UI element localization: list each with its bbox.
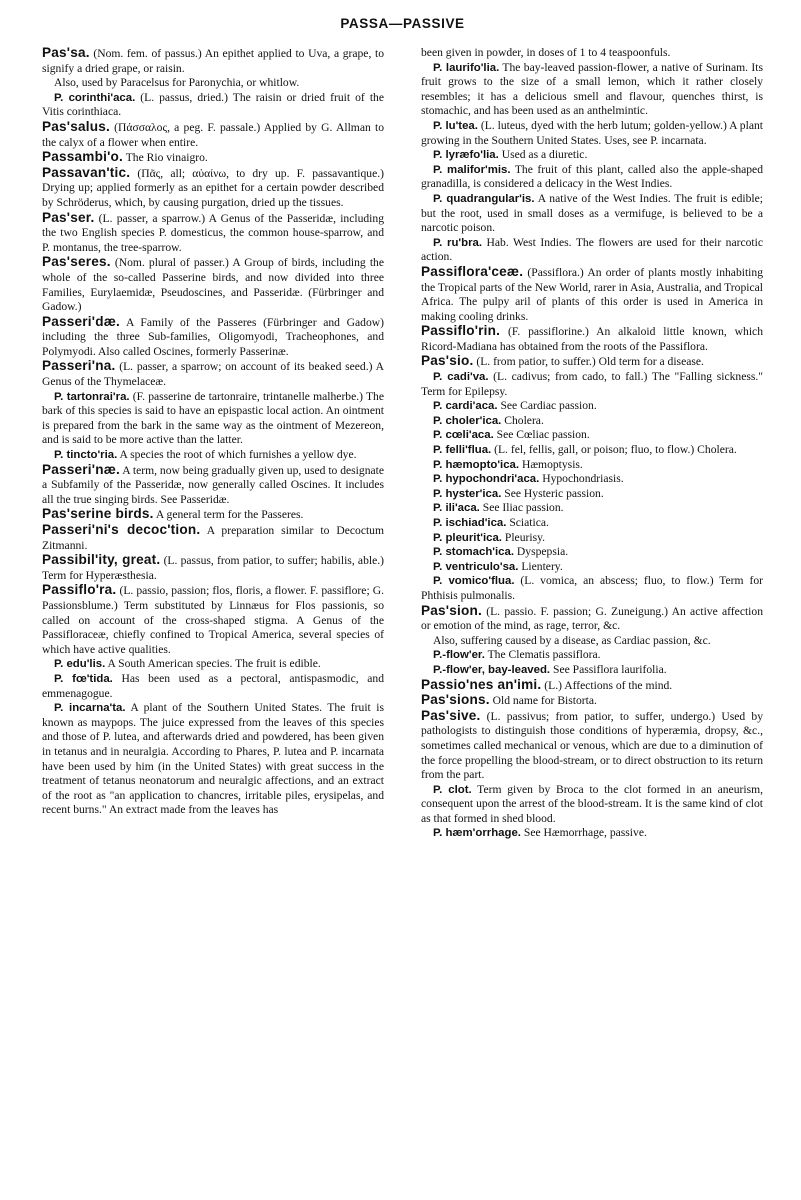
entry-definition: (L. passer, a sparrow.) A Genus of the Passeridæ, including the two English species P. domesticus, the common house-sparrow, and P. montanus, the tree-sparrow. [42, 211, 384, 254]
entry-headword: Passeri'dæ. [42, 313, 120, 329]
entry-definition: (L.) Affections of the mind. [541, 678, 673, 692]
entry-subheadword: P. felli'flua. [433, 444, 492, 457]
dictionary-entry [421, 458, 763, 473]
dictionary-entry [421, 148, 763, 163]
entry-subheadword: P. ischiad'ica. [433, 517, 507, 529]
entry-definition: A South American species. The fruit is edible. [105, 657, 321, 671]
entry-subheadword: P. laurifo'lia. [433, 61, 500, 74]
entry-headword: Passeri'ni's decoc'tion. [42, 522, 201, 537]
entry-headword: Pas'seres. [42, 254, 111, 270]
dictionary-entry [42, 166, 384, 211]
dictionary-entry [421, 324, 763, 354]
entry-definition: (L. passer, a sparrow; on account of its beaked seed.) A Genus of the Thymelaceæ. [42, 360, 384, 389]
entry-headword: Pas'sions. [421, 692, 490, 708]
entry-subheadword: P. ventriculo'sa. [433, 560, 519, 573]
entry-definition: (L. passio, passion; flos, floris, a flower. F. passiflore; G. Passionsblume.) Term substituted by Linnæus for Flos passionis, so called on account of the cross-shaped stigma. A Genus of the Passifloraceæ, chiefly confined to Tropical America, several species of which have active qualities. [42, 584, 384, 656]
dictionary-entry [421, 604, 763, 634]
entry-definition: (Nom. plural of passer.) A Group of birds, including the whole of the so-called Passerine birds, and now divided into three Families, Eurylaemidæ, Pseudoscines, and Passeridæ. (Fürbringer and Gadow.) [42, 256, 384, 314]
entry-definition: been given in powder, in doses of 1 to 4 teaspoonfuls. [421, 46, 671, 59]
entry-definition: Used as a diuretic. [498, 148, 588, 162]
dictionary-entry [421, 370, 763, 399]
entry-subheadword: P. tartonrai'ra. [54, 390, 130, 403]
entry-subheadword: P. hæmopto'ica. [433, 458, 520, 471]
dictionary-entry [421, 709, 763, 783]
entry-subheadword: P. corinthi'aca. [54, 91, 136, 104]
entry-definition: Term given by Broca to the clot formed in an aneurism, consequent upon the arrest of the blood-stream. It is the same kind of clot as that formed in shed blood. [421, 782, 764, 825]
entry-headword: Pas'sa. [42, 45, 90, 60]
dictionary-entry [42, 463, 384, 508]
entry-subheadword: P. clot. [433, 783, 472, 796]
left-column [42, 46, 384, 841]
entry-subheadword: P. pleurit'ica. [433, 531, 502, 544]
entry-definition: (L. from patior, to suffer.) Old term for a disease. [473, 355, 704, 369]
entry-definition: See Hæmorrhage, passive. [520, 826, 647, 840]
entry-definition: Pleurisy. [501, 530, 546, 544]
dictionary-entry [421, 531, 763, 546]
entry-definition: (L. passus, dried.) The raisin or dried fruit of the Vitis corinthiaca. [42, 90, 384, 119]
dictionary-entry [42, 701, 384, 818]
entry-headword: Passiflo'rin. [421, 323, 501, 339]
dictionary-entry [421, 236, 763, 265]
dictionary-entry [421, 265, 763, 324]
entry-definition: See Hysteric passion. [501, 486, 604, 500]
entry-subheadword: P. vomico'flua. [433, 575, 515, 588]
dictionary-entry [42, 120, 384, 150]
entry-definition: Hæmoptysis. [519, 457, 583, 471]
dictionary-entry [42, 583, 384, 657]
entry-definition: (F. passiflorine.) An alkaloid little known, which Ricord-Madiana has obtained from the roots of the Passiflora. [421, 325, 763, 353]
running-head: PASSA—PASSIVE [340, 16, 465, 31]
dictionary-entry [421, 648, 763, 663]
entry-subheadword: P. incarna'ta. [54, 702, 126, 715]
dictionary-entry [421, 61, 763, 119]
entry-definition: Cholera. [501, 413, 544, 427]
entry-definition: (L. luteus, dyed with the herb lutum; golden-yellow.) A plant growing in the Southern United States. Uses, see P. incarnata. [421, 118, 763, 147]
entry-subheadword: P. hypochondri'aca. [433, 473, 540, 486]
entry-headword: Pas'serine birds. [42, 506, 154, 522]
dictionary-entry [421, 678, 763, 694]
dictionary-entry [42, 657, 384, 672]
entry-subheadword: P.-flow'er. [433, 649, 485, 662]
entry-definition: The bay-leaved passion-flower, a native of Surinam. Its fruit grows to the size of a small lemon, which it rather closely resembles; it has a delicious smell and flavour, quenches thirst, is stomachic, and has been used as an anthelmintic. [421, 60, 763, 118]
entry-definition: (L. passus, from patior, to suffer; habilis, able.) Term for Hyperæsthesia. [42, 554, 384, 582]
entry-definition: (L. fel, fellis, gall, or poison; fluo, to flow.) Cholera. [491, 443, 737, 457]
entry-definition: See Cœliac passion. [493, 428, 590, 442]
entry-subheadword: P. lyræfo'lia. [433, 149, 499, 162]
entry-definition: Old name for Bistorta. [489, 694, 597, 708]
entry-headword: Passiflora'ceæ. [421, 263, 524, 279]
dictionary-entry [42, 255, 384, 314]
dictionary-entry [421, 693, 763, 709]
entry-subheadword: P. malifor'mis. [433, 163, 511, 176]
dictionary-entry [42, 553, 384, 583]
dictionary-entry [421, 443, 763, 458]
entry-subheadword: P. cœli'aca. [433, 429, 494, 442]
entry-definition: (L. passio. F. passion; G. Zuneigung.) An active affection or emotion of the mind, as rage, terror, &c. [421, 604, 763, 633]
entry-headword: Passibil'ity, great. [42, 552, 161, 568]
entry-headword: Pas'sive. [421, 707, 481, 723]
entry-definition: A general term for the Passeres. [153, 508, 304, 522]
dictionary-entry [421, 560, 763, 575]
entry-definition: (L. cadivus; from cado, to fall.) The "Falling sickness." Term for Epilepsy. [421, 370, 763, 398]
entry-definition: (L. passivus; from patior, to suffer, undergo.) Used by pathologists to distinguish those conditions of hyperæmia, dropsy, &c., sometimes called mechanical or venous, which are due to a diminution of the force propelling the blood-stream, or to direct obstruction to its return from the part. [421, 709, 763, 782]
entry-definition: A preparation similar to Decoctum Zitmanni. [42, 524, 384, 552]
entry-subheadword: P. choler'ica. [433, 414, 502, 427]
entry-subheadword: P. hæm'orrhage. [433, 827, 521, 840]
entry-definition: A plant of the Southern United States. The fruit is known as maypops. The juice expressed from the leaves of this species and those of P. lutea, and afterwards dried and powdered, has been given in tetanus and in neuralgia. According to Phares, P. lutea and P. incarnata have been used by him (in the United States) with great success in the treatment of tetanus neonatorum and neuralgic affections, and an extract of the root as "an application to chancres, irritable piles, erysipelas, and recent burns." An extract made from the leaves has [42, 701, 384, 817]
entry-subheadword: P. quadrangular'is. [433, 192, 535, 205]
dictionary-entry [421, 472, 763, 487]
entry-subheadword: P. lu'tea. [433, 119, 478, 132]
entry-definition: See Cardiac passion. [497, 399, 597, 413]
dictionary-entry [421, 783, 763, 827]
entry-subheadword: P. stomach'ica. [433, 546, 515, 559]
entry-headword: Passio'nes an'imi. [421, 676, 542, 692]
entry-definition: A native of the West Indies. The fruit is edible; but the root, used in small doses as a vermifuge, is believed to be a narcotic poison. [421, 191, 763, 235]
entry-definition: See Iliac passion. [479, 501, 564, 515]
dictionary-entry [42, 211, 384, 256]
dictionary-entry [421, 487, 763, 502]
entry-definition: A species the root of which furnishes a yellow dye. [117, 448, 357, 462]
entry-headword: Passambi'o. [42, 149, 123, 165]
entry-definition: (Nom. fem. of passus.) An epithet applied to Uva, a grape, to signify a dried grape, or raisin. [42, 47, 384, 75]
entry-definition: (Πᾶς, all; αὐαίνω, to dry up. F. passavantique.) Drying up; applied formerly as an epithet for a certain powder described by Schröderus, which, by causing purgation, dried up the tissues. [42, 166, 384, 209]
entry-subheadword: P. ili'aca. [433, 502, 480, 515]
dictionary-entry [42, 523, 384, 553]
dictionary-entry [42, 91, 384, 120]
entry-subheadword: P. fœ'tida. [54, 672, 113, 685]
dictionary-entry [421, 163, 763, 192]
entry-headword: Passeri'næ. [42, 461, 120, 477]
entry-definition: Sciatica. [506, 516, 549, 529]
dictionary-entry [421, 119, 763, 148]
entry-headword: Passavan'tic. [42, 164, 131, 180]
dictionary-entry [421, 414, 763, 429]
entry-definition: Also, suffering caused by a disease, as Cardiac passion, &c. [433, 633, 711, 647]
entry-definition: (Πάσσαλος, a peg. F. passale.) Applied by G. Allman to the calyx of a flower when entire. [42, 120, 384, 149]
dictionary-entry [42, 507, 384, 523]
dictionary-entry [42, 672, 384, 701]
right-column [421, 46, 763, 841]
dictionary-entry [421, 46, 763, 61]
entry-definition: (L. vomica, an abscess; fluo, to flow.) Term for Phthisis pulmonalis. [421, 574, 763, 602]
entry-definition: See Passiflora laurifolia. [550, 662, 667, 676]
dictionary-entry [421, 192, 763, 236]
dictionary-entry [421, 354, 763, 370]
entry-headword: Passiflo'ra. [42, 582, 117, 598]
dictionary-entry [421, 399, 763, 414]
dictionary-entry [421, 428, 763, 443]
dictionary-entry [42, 315, 384, 360]
entry-subheadword: P. edu'lis. [54, 658, 106, 671]
entry-definition: The Clematis passiflora. [484, 648, 601, 662]
entry-definition: (Passiflora.) An order of plants mostly inhabiting the Tropical parts of the New World, rarer in Asia, Australia, and Tropical Africa. The pulpy aril of plants of this order is used in America in making cooling drinks. [421, 265, 763, 323]
dictionary-entry [421, 574, 763, 603]
entry-definition: Hypochondriasis. [539, 472, 624, 486]
dictionary-entry [42, 448, 384, 463]
dictionary-entry [42, 76, 384, 91]
entry-definition: Has been used as a pectoral, antispasmodic, and emmenagogue. [42, 671, 384, 700]
entry-headword: Pas'sion. [421, 602, 482, 618]
entry-subheadword: P. ru'bra. [433, 236, 483, 249]
entry-headword: Passeri'na. [42, 358, 116, 374]
entry-definition: Lientery. [518, 559, 563, 573]
dictionary-entry [421, 663, 763, 678]
entry-definition: Also, used by Paracelsus for Paronychia, or whitlow. [54, 76, 300, 90]
entry-definition: A term, now being gradually given up, used to designate a Subfamily of the Passeridæ, now generally called Oscines. It includes all the true singing birds. See Passeridæ. [42, 463, 385, 506]
dictionary-entry [421, 634, 763, 649]
entry-subheadword: P. tincto'ria. [54, 449, 118, 462]
dictionary-entry [42, 359, 384, 389]
entry-headword: Pas'salus. [42, 118, 110, 134]
dictionary-entry [421, 545, 763, 560]
entry-definition: The Rio vinaigro. [123, 151, 208, 165]
entry-definition: (F. passerine de tartonraire, trintanelle malherbe.) The bark of this species is said to have an epispastic local action. An ointment is prepared from the bark in the same way as the ointment of Mezereon, and is said to be more active than the latter. [42, 389, 384, 447]
dictionary-entry [42, 46, 384, 76]
columns [42, 46, 763, 841]
entry-definition: Hab. West Indies. The flowers are used for their narcotic action. [421, 235, 763, 264]
dictionary-entry [421, 516, 763, 531]
entry-subheadword: P. cadi'va. [433, 371, 489, 384]
entry-definition: Dyspepsia. [514, 545, 569, 559]
dictionary-entry [42, 150, 384, 166]
entry-subheadword: P. cardi'aca. [433, 400, 498, 413]
dictionary-entry [421, 501, 763, 516]
dictionary-entry [421, 826, 763, 841]
entry-headword: Pas'ser. [42, 209, 95, 225]
entry-subheadword: P.-flow'er, bay-leaved. [433, 663, 551, 676]
entry-definition: The fruit of this plant, called also the apple-shaped granadilla, is considered a delicacy in the West Indies. [421, 162, 764, 191]
dictionary-entry [42, 390, 384, 448]
entry-headword: Pas'sio. [421, 353, 474, 369]
entry-definition: A Family of the Passeres (Fürbringer and Gadow) including the three Sub-families, Oligomyodi, Tracheophones, and Polymyodi. Also called Oscines, formerly Passerinæ. [42, 315, 384, 358]
entry-subheadword: P. hyster'ica. [433, 487, 502, 500]
